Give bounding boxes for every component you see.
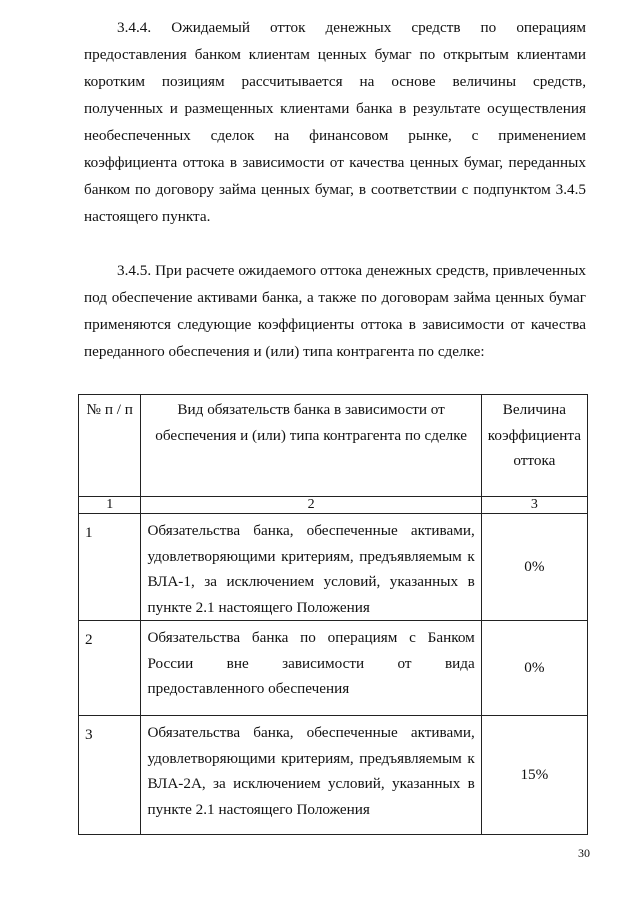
row-description: Обязательства банка, обеспеченные активами, удовлетворяющими критериям, предъявляемым к ВЛА-1, за исключением условий, указанных в пункте 2.1 настоящего Положения [141,514,481,621]
page-number: 30 [578,846,590,860]
row-description: Обязательства банка по операциям с Банком России вне зависимости от вида предоставленного обеспечения [141,621,481,716]
header-num: № п / п [79,395,141,497]
row-coefficient: 15% [481,716,587,835]
column-number: 2 [141,497,481,514]
paragraph-3-4-4: 3.4.4. Ожидаемый отток денежных средств по операциям предоставления банком клиентам ценных бумаг по открытым клиентами коротким позициям рассчитывается на основе величины средств, полученных и размещенных клиентами банка в результате осуществления необеспеченных сделок на финансовом рынке, с применением коэффициента оттока в зависимости от качества ценных бумаг, переданных банком по договору займа ценных бумаг, в соответствии с подпунктом 3.4.5 настоящего пункта. [84,19,586,225]
paragraph-3-4-5: 3.4.5. При расчете ожидаемого оттока денежных средств, привлеченных под обеспечение активами банка, а также по договорам займа ценных бумаг применяются следующие коэффициенты оттока в зависимости от качества переданного обеспечения и (или) типа контрагента по сделке: [84,262,586,360]
column-number-row [79,497,588,514]
row-number: 1 [79,514,141,621]
table-row [79,716,588,835]
row-coefficient: 0% [481,621,587,716]
header-coef: Величина коэффициента оттока [481,395,587,497]
table-header-row [79,395,588,497]
table-row [79,514,588,621]
table-row [79,621,588,716]
column-number: 3 [481,497,587,514]
row-coefficient: 0% [481,514,587,621]
outflow-coefficients-table [78,394,588,835]
header-type: Вид обязательств банка в зависимости от обеспечения и (или) типа контрагента по сделке [141,395,481,497]
row-description: Обязательства банка, обеспеченные активами, удовлетворяющими критериям, предъявляемым к ВЛА-2А, за исключением условий, указанных в пункте 2.1 настоящего Положения [141,716,481,835]
column-number: 1 [79,497,141,514]
row-number: 2 [79,621,141,716]
row-number: 3 [79,716,141,835]
